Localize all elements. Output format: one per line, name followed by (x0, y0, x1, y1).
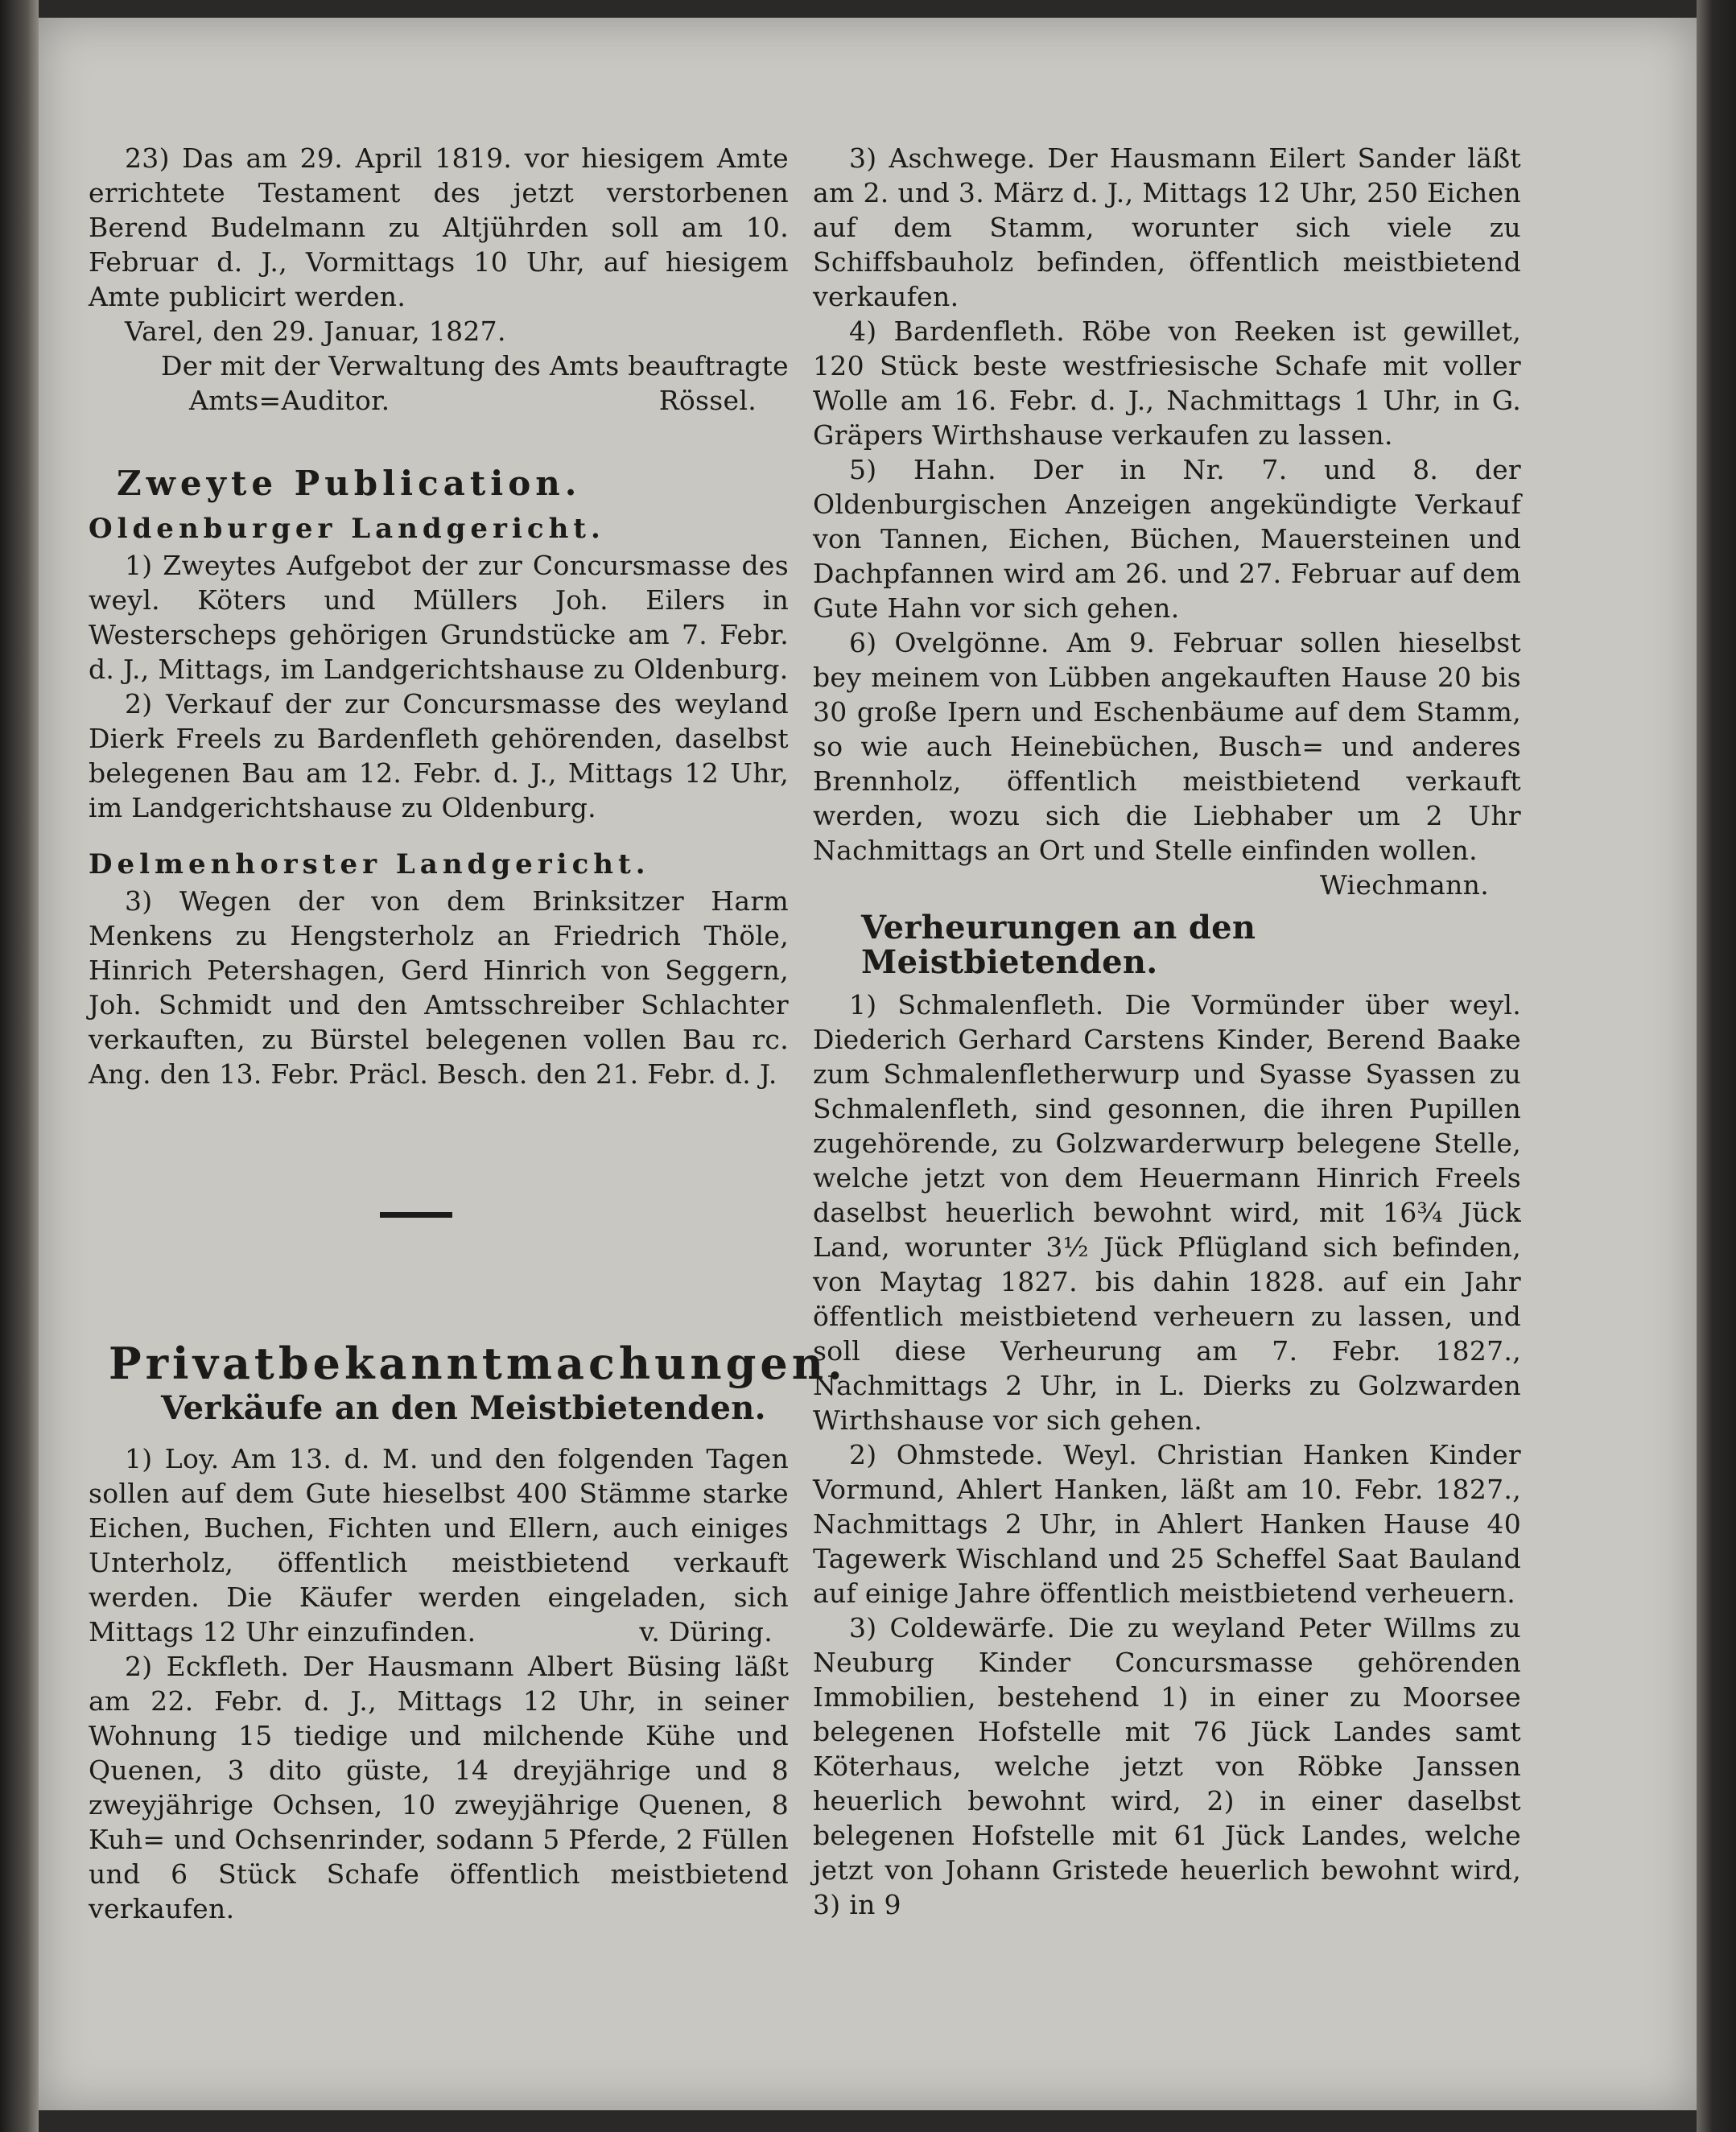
official-role: Amts=Auditor. (189, 385, 390, 416)
private-announcements-heading: Privatbekanntmachungen. (109, 1338, 847, 1389)
lease-heading: Verheurungen an den Meistbietenden. (861, 909, 1256, 981)
sale-1-text: 1) Loy. Am 13. d. M. und den folgenden Tagen sollen auf dem Gute hieselbst 400 Stämme starke Eichen, Buchen, Fichten und Ellern, auch einiges Unterholz, öffentlich meistbietend verkauft werden. Die Käufer werden eingeladen, sich Mittags 12 Uhr einzufinden. (89, 1443, 789, 1647)
section-heading: Zweyte Publication. (117, 464, 582, 503)
sale-5: 5) Hahn. Der in Nr. 7. und 8. der Oldenburgischen Anzeigen angekündigte Verkauf von Tannen, Eichen, Büchen, Mauersteinen und Dachpfannen wird am 26. und 27. Februar auf dem Gute Hahn vor sich gehen. (813, 454, 1521, 624)
sale-2: 2) Eckfleth. Der Hausmann Albert Büsing läßt am 22. Febr. d. J., Mittags 12 Uhr, in seiner Wohnung 15 tiedige und milchende Kühe und Quenen, 3 dito güste, 14 dreyjährige und 8 zweyjährige Ochsen, 10 zweyjährige Quenen, 8 Kuh= und Ochsenrinder, sodann 5 Pferde, 2 Füllen und 6 Stück Schafe öffentlich meistbietend verkaufen. (89, 1651, 789, 1924)
right-column (813, 141, 1521, 1922)
official-signature (89, 383, 789, 418)
sale-1-signature: v. Düring. (639, 1616, 773, 1647)
sale-3: 3) Aschwege. Der Hausmann Eilert Sander läßt am 2. und 3. März d. J., Mittags 12 Uhr, 250 Eichen auf dem Stamm, worunter sich viele zu Schiffsbauholz befinden, öffentlich meistbietend verkaufen. (813, 142, 1521, 312)
place-date: Varel, den 29. Januar, 1827. (125, 315, 506, 347)
court-2-item-3: 3) Wegen der von dem Brinksitzer Harm Menkens zu Hengsterholz an Friedrich Thöle, Hinrich Petershagen, Gerd Hinrich von Seggern, Joh. Schmidt und den Amtsschreiber Schlachter verkauften, zu Bürstel belegenen vollen Bau rc. Ang. den 13. Febr. Präcl. Besch. den 21. Febr. d. J. (89, 885, 789, 1090)
official-name: Rössel. (658, 385, 757, 416)
court-heading-delmenhorst: Delmenhorster Landgericht. (89, 848, 650, 880)
lease-1: 1) Schmalenfleth. Die Vormünder über weyl. Diederich Gerhard Carstens Kinder, Berend Baake zum Schmalenfletherwurp und Syasse Syassen zu Schmalenfleth, sind gesonnen, die ihren Pupillen zugehörende, zu Golzwarderwurp belegene Stelle, welche jetzt von dem Heuermann Hinrich Freels daselbst heuerlich bewohnt wird, mit 16¾ Jück Land, worunter 3½ Jück Pflügland sich befinden, von Maytag 1827. bis dahin 1828. auf ein Jahr öffentlich meistbietend verheuern zu lassen, und soll diese Verheurung am 7. Febr. 1827., Nachmittags 2 Uhr, in L. Dierks zu Golzwarden Wirthshause vor sich gehen. (813, 989, 1521, 1436)
left-column (89, 141, 847, 1926)
sales-heading: Verkäufe an den Meistbietenden. (161, 1389, 766, 1427)
section-divider (380, 1212, 452, 1218)
official-title: Der mit der Verwaltung des Amts beauftragte (161, 350, 789, 381)
sale-6: 6) Ovelgönne. Am 9. Februar sollen hieselbst bey meinem von Lübben angekauften Hause 20 bis 30 große Ipern und Eschenbäume auf dem Stamm, so wie auch Heinebüchen, Busch= und anderes Brennholz, öffentlich meistbietend verkauft werden, wozu sich die Liebhaber um 2 Uhr Nachmittags an Ort und Stelle einfinden wollen. (813, 627, 1521, 866)
sale-1 (89, 1441, 789, 1649)
court-1-item-2: 2) Verkauf der zur Concursmasse des weyland Dierk Freels zu Bardenfleth gehörenden, daselbst belegenen Bau am 12. Febr. d. J., Mittags 12 Uhr, im Landgerichtshause zu Oldenburg. (89, 688, 789, 823)
court-1-item-1: 1) Zweytes Aufgebot der zur Concursmasse des weyl. Köters und Müllers Joh. Eilers in Westerscheps gehörigen Grundstücke am 7. Febr. d. J., Mittags, im Landgerichtshause zu Oldenburg. (89, 550, 789, 685)
court-heading-oldenburg: Oldenburger Landgericht. (89, 513, 605, 545)
page-edge (1697, 0, 1736, 2132)
notice-23: 23) Das am 29. April 1819. vor hiesigem Amte errichtete Testament des jetzt verstorbenen Berend Budelmann zu Altjührden soll am 10. Februar d. J., Vormittags 10 Uhr, auf hiesigem Amte publicirt werden. (89, 142, 789, 312)
lease-3: 3) Coldewärfe. Die zu weyland Peter Willms zu Neuburg Kinder Concursmasse gehörenden Immobilien, bestehend 1) in einer zu Moorsee belegenen Hofstelle mit 76 Jück Landes samt Köterhaus, welche jetzt von Röbke Janssen heuerlich bewohnt wird, 2) in einer daselbst belegenen Hofstelle mit 61 Jück Landes, welche jetzt von Johann Gristede heuerlich bewohnt wird, 3) in 9 (813, 1612, 1521, 1920)
sale-4: 4) Bardenfleth. Röbe von Reeken ist gewillet, 120 Stück beste westfriesische Schafe mit voller Wolle am 16. Febr. d. J., Nachmittags 1 Uhr, in G. Gräpers Wirthshause verkaufen zu lassen. (813, 315, 1521, 451)
book-gutter (0, 0, 39, 2132)
sale-6-signature: Wiechmann. (1319, 869, 1489, 901)
lease-2: 2) Ohmstede. Weyl. Christian Hanken Kinder Vormund, Ahlert Hanken, läßt am 10. Febr. 1827., Nachmittags 2 Uhr, in Ahlert Hanken Hause 40 Tagewerk Wischland und 25 Scheffel Saat Bauland auf einige Jahre öffentlich meistbietend verheuern. (813, 1439, 1521, 1609)
